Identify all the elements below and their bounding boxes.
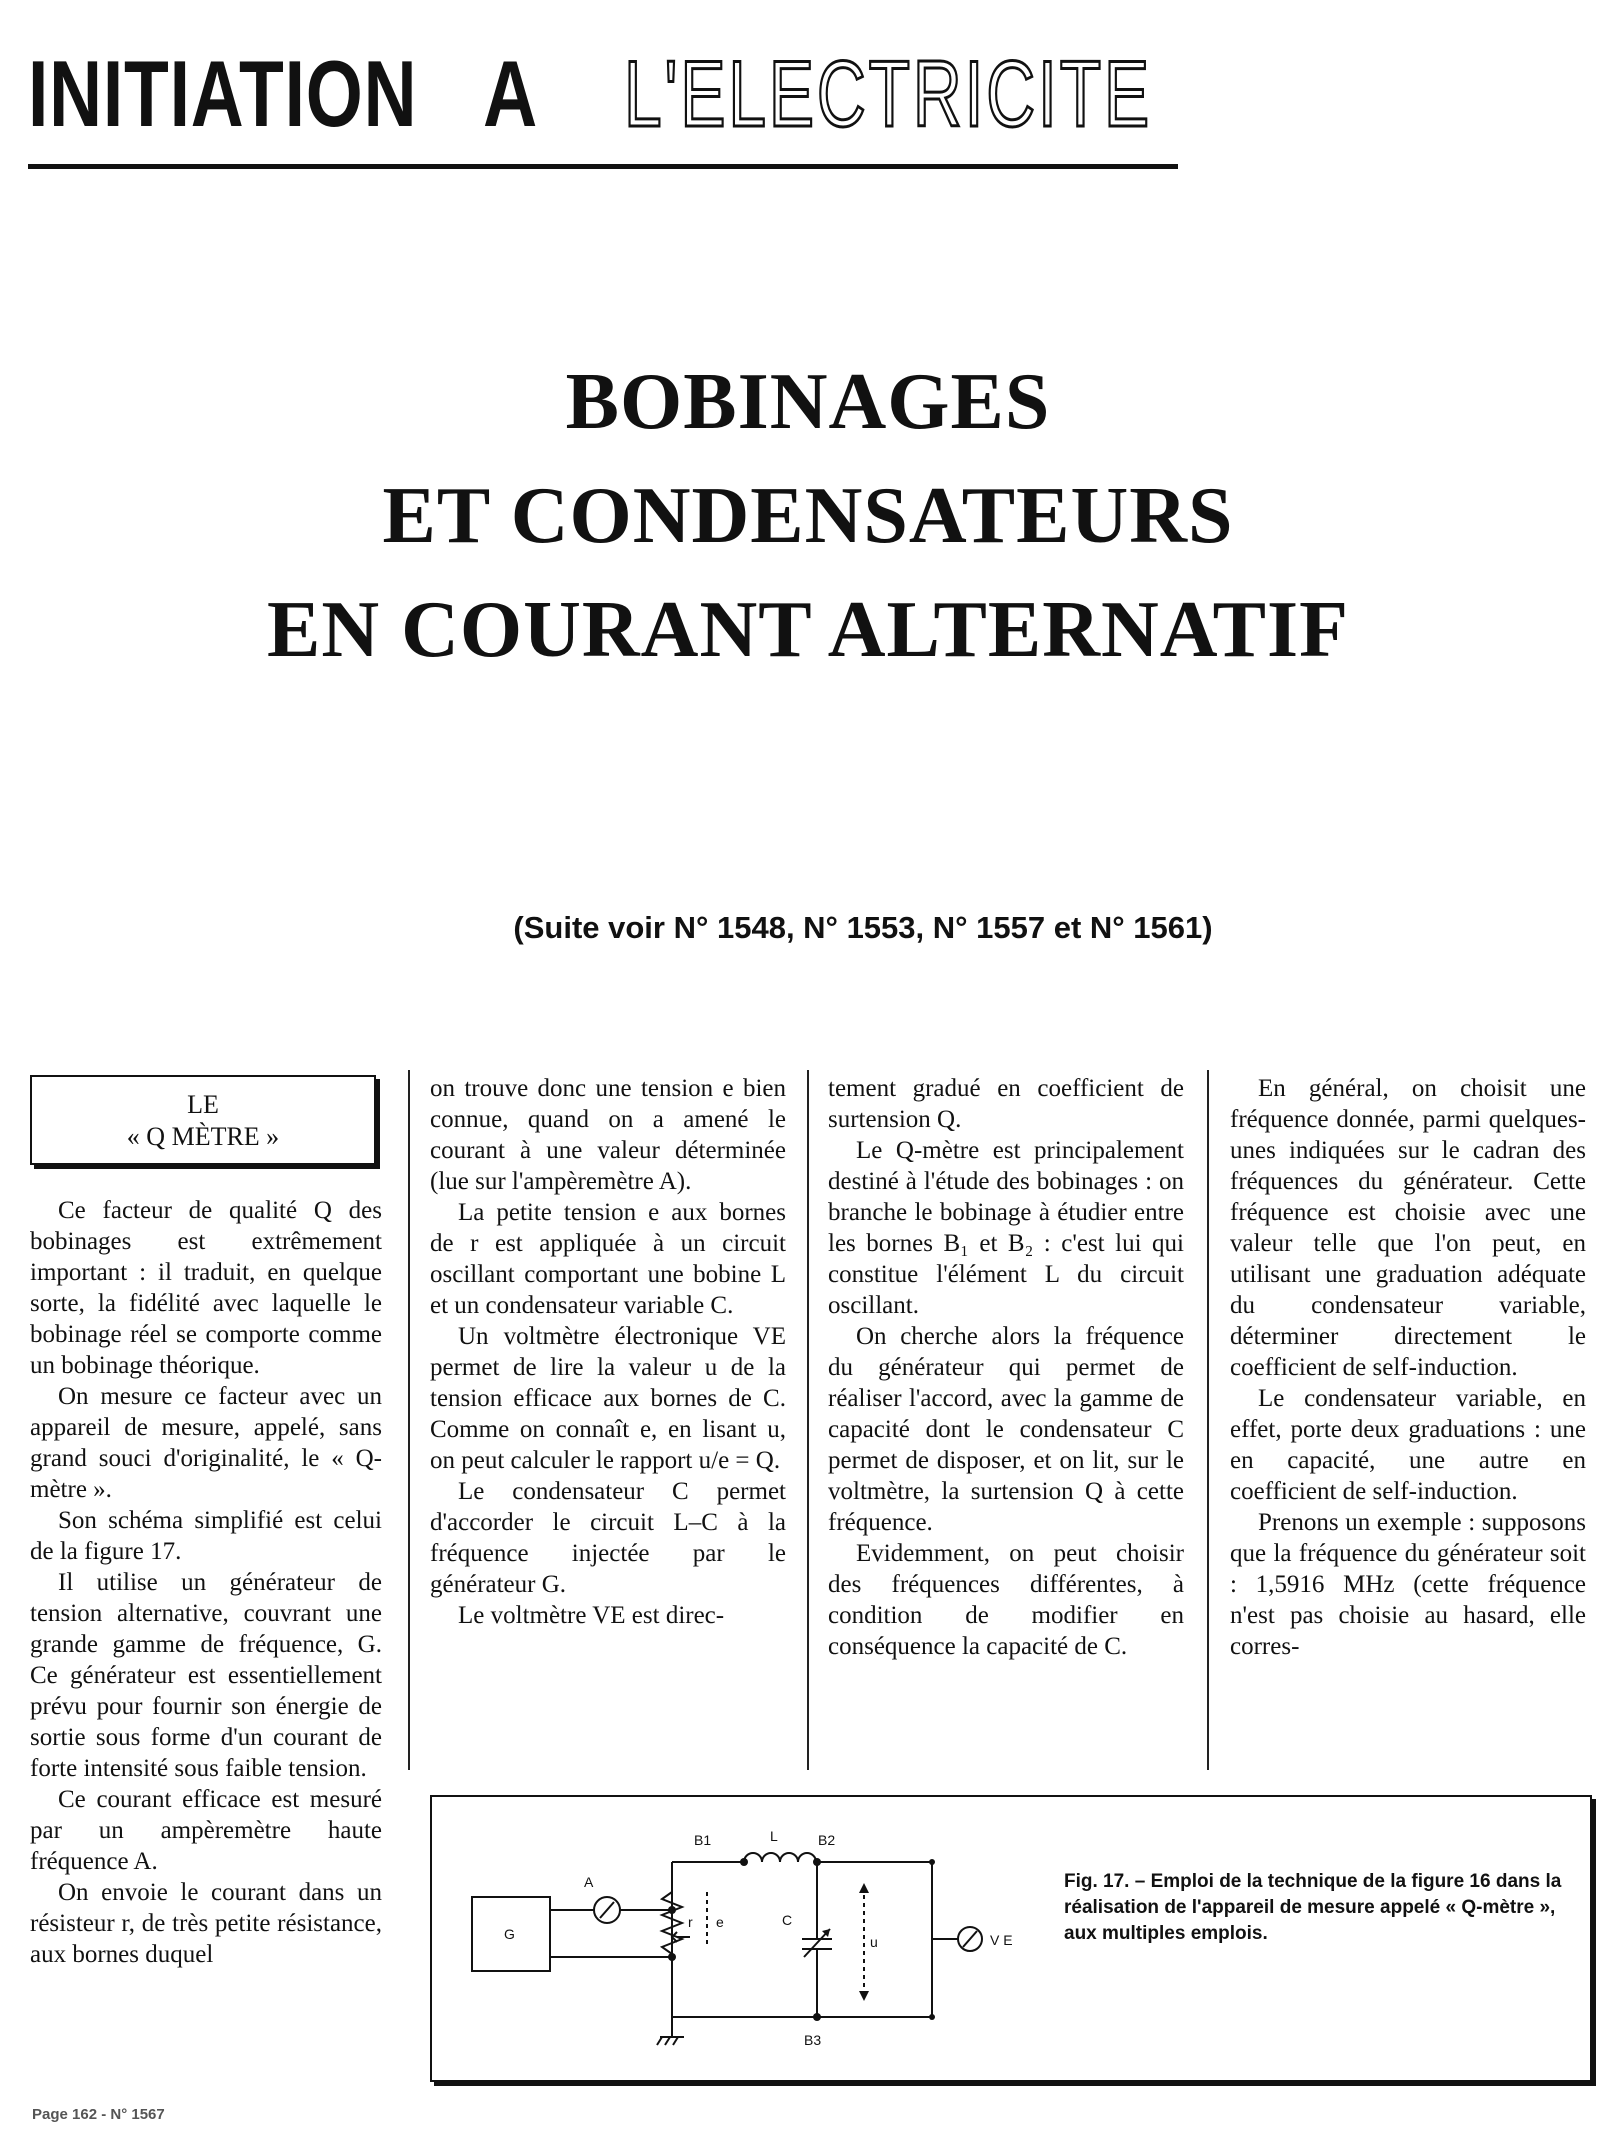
label-u: u <box>870 1934 878 1950</box>
paragraph: On cherche alors la fréquence du générateur qui permet de réaliser l'accord, avec la gamme de capacité dont le condensateur C permet de disposer, et on lit, sur le voltmètre, la surtension Q à cette fréquence. <box>828 1323 1184 1536</box>
paragraph: Ce courant efficace est mesuré par un ampèremètre haute fréquence A. <box>30 1786 382 1875</box>
paragraph: Evidemment, on peut choisir des fréquences différentes, à condition de modifier en conséquence la capacité de C. <box>828 1540 1184 1660</box>
paragraph: La petite tension e aux bornes de r est appliquée à un circuit oscillant comportant une bobine L et un condensateur variable C. <box>430 1199 786 1319</box>
paragraph: Prenons un exemple : supposons que la fréquence du générateur soit : 1,5916 MHz (cette fréquence n'est pas choisie au hasard, elle corres- <box>1230 1509 1586 1660</box>
label-b3: B3 <box>804 2032 822 2048</box>
paragraph: En général, on choisit une fréquence donnée, parmi quelques-unes indiquées sur le cadran des fréquences du générateur. Cette fréquence est choisie avec une valeur telle que l'on peut, en utilisant une graduation adéquate du condensateur variable, déterminer directement le coefficient de self-induction. <box>1230 1075 1586 1381</box>
paragraph: Il utilise un générateur de tension alternative, couvrant une grande gamme de fréquence, G. Ce générateur est essentiellement prévu pour fournir son énergie de sortie sous forme d'un courant de forte intensité sous faible tension. <box>30 1569 382 1782</box>
rubric-word-electricite: L'ELECTRICITE <box>624 41 1152 146</box>
label-r: r <box>688 1914 693 1930</box>
text-column-1 <box>30 1195 382 1970</box>
rubric-word-a: A <box>483 41 538 146</box>
text-column-2 <box>430 1073 786 1631</box>
inductor-symbol <box>744 1853 816 1862</box>
header-rule <box>28 164 1178 169</box>
paragraph: Ce facteur de qualité Q des bobinages est extrêmement important : il traduit, en quelque sorte, la fidélité avec laquelle le bobinage réel se comporte comme un bobinage théorique. <box>30 1197 382 1379</box>
rubric-word-initiation: INITIATION <box>28 41 418 146</box>
paragraph: Un voltmètre électronique VE permet de lire la valeur u de la tension efficace aux bornes de C. Comme on connaît e, en lisant u, on peut calculer le rapport u/e = Q. <box>430 1323 786 1474</box>
paragraph: On mesure ce facteur avec un appareil de mesure, appelé, sans grand souci d'originalité, le « Q-mètre ». <box>30 1383 382 1503</box>
paragraph: On envoie le courant dans un résisteur r, de très petite résistance, aux bornes duquel <box>30 1879 382 1968</box>
section-heading-box <box>30 1075 376 1165</box>
label-l: L <box>770 1828 778 1844</box>
rubric-header <box>28 41 1178 162</box>
article-subtitle: (Suite voir N° 1548, N° 1553, N° 1557 et N° 1561) <box>513 910 1213 945</box>
column-divider <box>807 1070 809 1770</box>
column-divider <box>408 1070 410 1770</box>
paragraph: Le condensateur variable, en effet, porte deux graduations : une en capacité, une autre en coefficient de self-induction. <box>1230 1385 1586 1505</box>
title-line-2: ET CONDENSATEURS <box>382 472 1234 560</box>
paragraph: Le Q-mètre est principalement destiné à l'étude des bobinages : on branche le bobinage à étudier entre les bornes B₁ et B₂ : c'est lui qui constitue l'élément L du circuit oscillant. <box>828 1137 1184 1319</box>
text-column-3 <box>828 1073 1184 1662</box>
figure-17 <box>430 1795 1592 2082</box>
label-b2: B2 <box>818 1832 836 1848</box>
label-b1: B1 <box>694 1832 712 1848</box>
article-title <box>0 345 1616 687</box>
label-e: e <box>716 1914 724 1930</box>
column-divider <box>1207 1070 1209 1770</box>
paragraph: tement gradué en coefficient de surtension Q. <box>828 1075 1184 1133</box>
figure-caption: Fig. 17. – Emploi de la technique de la figure 16 dans la réalisation de l'appareil de mesure appelé « Q-mètre », aux multiples emplois. <box>1064 1871 1562 1944</box>
text-column-4 <box>1230 1073 1586 1662</box>
paragraph: on trouve donc une tension e bien connue, quand on a amené le courant à une valeur déterminée (lue sur l'ampèremètre A). <box>430 1075 786 1195</box>
paragraph: Le condensateur C permet d'accorder le circuit L–C à la fréquence injectée par le générateur G. <box>430 1478 786 1598</box>
label-g: G <box>504 1926 515 1942</box>
section-heading-line-2: « Q MÈTRE » <box>126 1122 280 1151</box>
paragraph: Le voltmètre VE est direc- <box>458 1602 725 1629</box>
title-line-3: EN COURANT ALTERNATIF <box>267 586 1349 674</box>
section-heading-line-1: LE <box>187 1090 219 1119</box>
label-ve: V E <box>990 1932 1013 1948</box>
page-footer: Page 162 - N° 1567 <box>32 2106 165 2123</box>
label-c: C <box>782 1912 793 1928</box>
paragraph: Son schéma simplifié est celui de la figure 17. <box>30 1507 382 1565</box>
label-a: A <box>584 1874 594 1890</box>
title-line-1: BOBINAGES <box>565 358 1051 446</box>
